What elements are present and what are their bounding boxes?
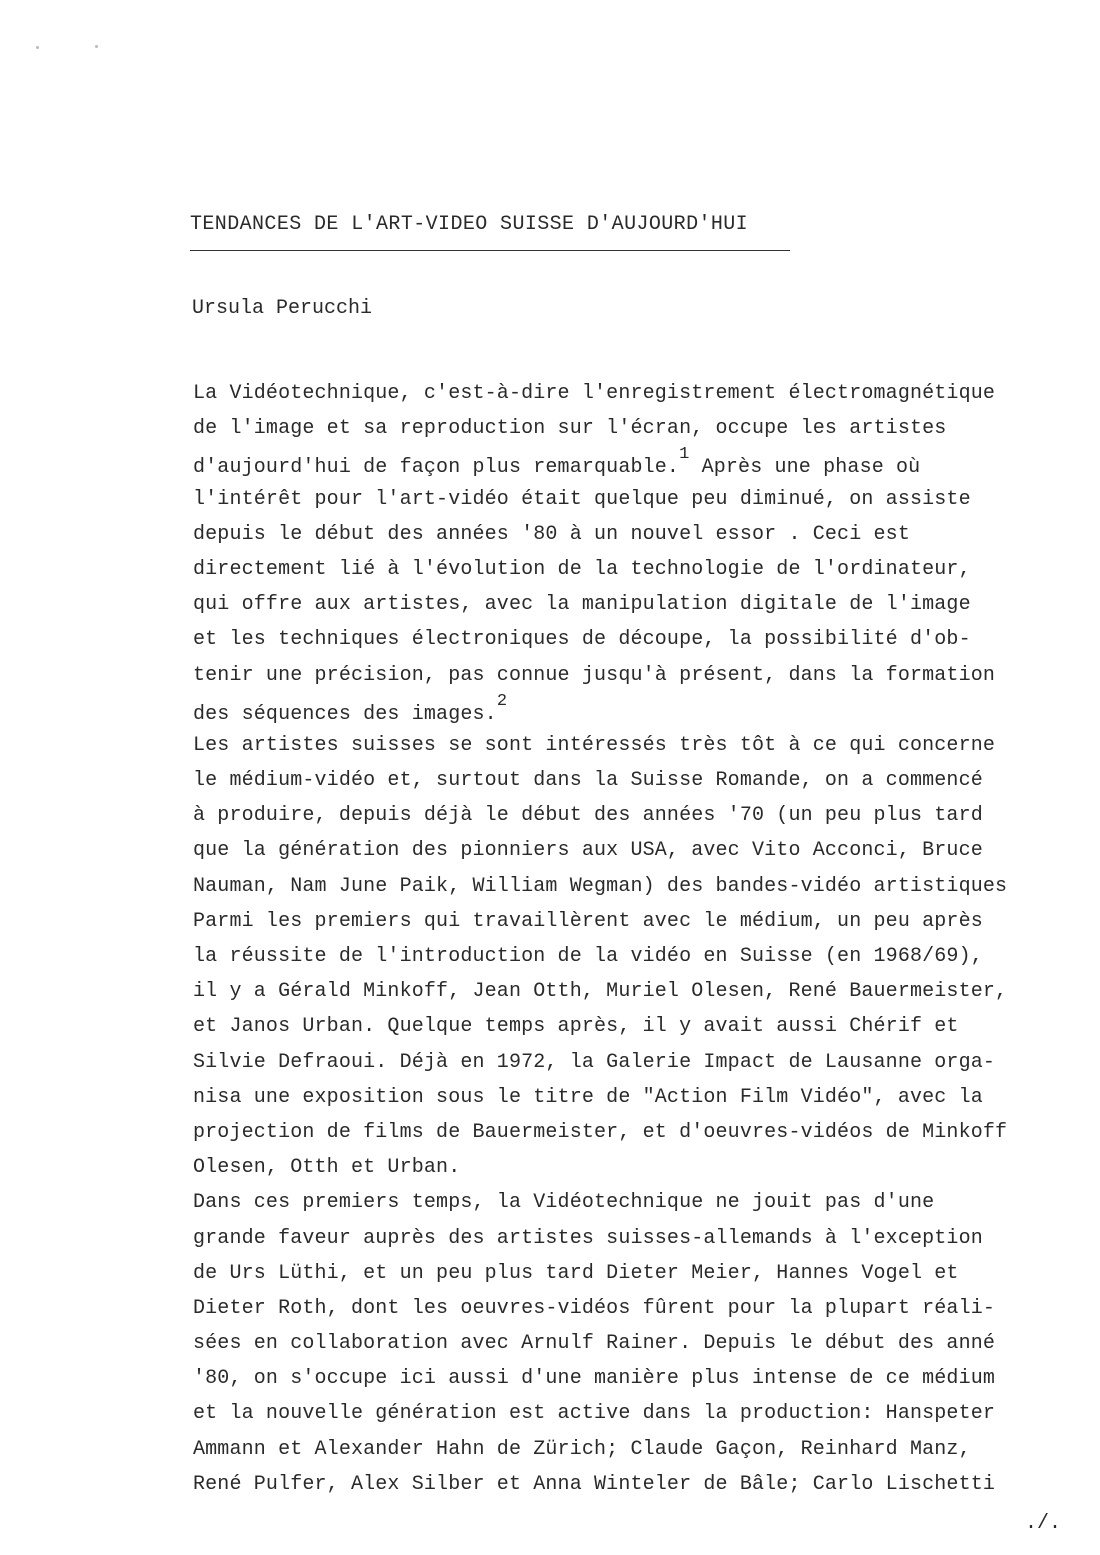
text-line: tenir une précision, pas connue jusqu'à présent, dans la formation <box>193 663 996 687</box>
text-line: la réussite de l'introduction de la vidéo en Suisse (en 1968/69), <box>193 945 983 968</box>
text-line: sées en collaboration avec Arnulf Rainer. Depuis le début des anné <box>193 1332 996 1356</box>
text-line: projection de films de Bauermeister, et d'oeuvres-vidéos de Minkoff <box>193 1120 1008 1144</box>
text-line: Silvie Defraoui. Déjà en 1972, la Galerie Impact de Lausanne orga- <box>193 1050 996 1074</box>
footnote-marker: 2 <box>496 692 508 711</box>
text-line: Parmi les premiers qui travaillèrent avec le médium, un peu après <box>193 909 983 933</box>
text-line: Olesen, Otth et Urban. <box>193 1156 461 1180</box>
text-line: Dieter Roth, dont les oeuvres-vidéos fûrent pour la plupart réali- <box>193 1296 996 1320</box>
text-line <box>193 446 1083 481</box>
title-underline <box>190 250 790 251</box>
text-line: l'intérêt pour l'art-vidéo était quelque peu diminué, on assiste <box>193 487 971 511</box>
text-line: nisa une exposition sous le titre de "Action Film Vidéo", avec la <box>193 1085 983 1109</box>
footnote-marker: 1 <box>679 446 690 465</box>
text-line-part: des séquences des images. <box>193 702 497 726</box>
text-line: Les artistes suisses se sont intéressés très tôt à ce qui concerne <box>193 733 996 757</box>
document-title: TENDANCES DE L'ART-VIDEO SUISSE D'AUJOURD'HUI <box>190 213 749 236</box>
text-line-part: d'aujourd'hui de façon plus remarquable. <box>193 456 680 480</box>
text-line <box>193 693 1083 728</box>
text-line: de Urs Lüthi, et un peu plus tard Dieter Meier, Hannes Vogel et <box>193 1261 959 1285</box>
text-line: Dans ces premiers temps, la Vidéotechnique ne jouit pas d'une <box>193 1191 935 1215</box>
scan-speck <box>36 46 39 49</box>
text-line: La Vidéotechnique, c'est-à-dire l'enregistrement électromagnétique <box>193 382 996 405</box>
text-line: que la génération des pionniers aux USA, avec Vito Acconci, Bruce <box>193 839 983 863</box>
text-line: '80, on s'occupe ici aussi d'une manière plus intense de ce médium <box>193 1367 996 1391</box>
text-line: Ammann et Alexander Hahn de Zürich; Claude Gaçon, Reinhard Manz, <box>193 1437 971 1461</box>
scan-speck <box>95 45 98 48</box>
text-line: de l'image et sa reproduction sur l'écran, occupe les artistes <box>193 417 947 441</box>
text-line: il y a Gérald Minkoff, Jean Otth, Muriel Olesen, René Bauermeister, <box>193 980 1008 1004</box>
text-line: et Janos Urban. Quelque temps après, il y avait aussi Chérif et <box>193 1015 959 1039</box>
text-line: qui offre aux artistes, avec la manipulation digitale de l'image <box>193 593 971 617</box>
text-line: le médium-vidéo et, surtout dans la Suisse Romande, on a commencé <box>193 769 983 793</box>
text-line: directement lié à l'évolution de la technologie de l'ordinateur, <box>193 557 971 581</box>
text-line: grande faveur auprès des artistes suisses-allemands à l'exception <box>193 1226 983 1250</box>
text-line: Nauman, Nam June Paik, William Wegman) des bandes-vidéo artistiques <box>193 874 1008 898</box>
text-line: à produire, depuis déjà le début des années '70 (un peu plus tard <box>193 804 983 828</box>
author-name: Ursula Perucchi <box>192 297 373 320</box>
text-line: depuis le début des années '80 à un nouvel essor . Ceci est <box>193 522 910 546</box>
text-line: et la nouvelle génération est active dans la production: Hanspeter <box>193 1402 996 1426</box>
text-line: et les techniques électroniques de découpe, la possibilité d'ob- <box>193 628 971 652</box>
body-text <box>193 376 1083 1502</box>
text-line: René Pulfer, Alex Silber et Anna Winteler de Bâle; Carlo Lischetti <box>193 1472 996 1496</box>
text-line-part: Après une phase où <box>689 456 921 480</box>
page-continuation-mark: ./. <box>1025 1512 1062 1535</box>
